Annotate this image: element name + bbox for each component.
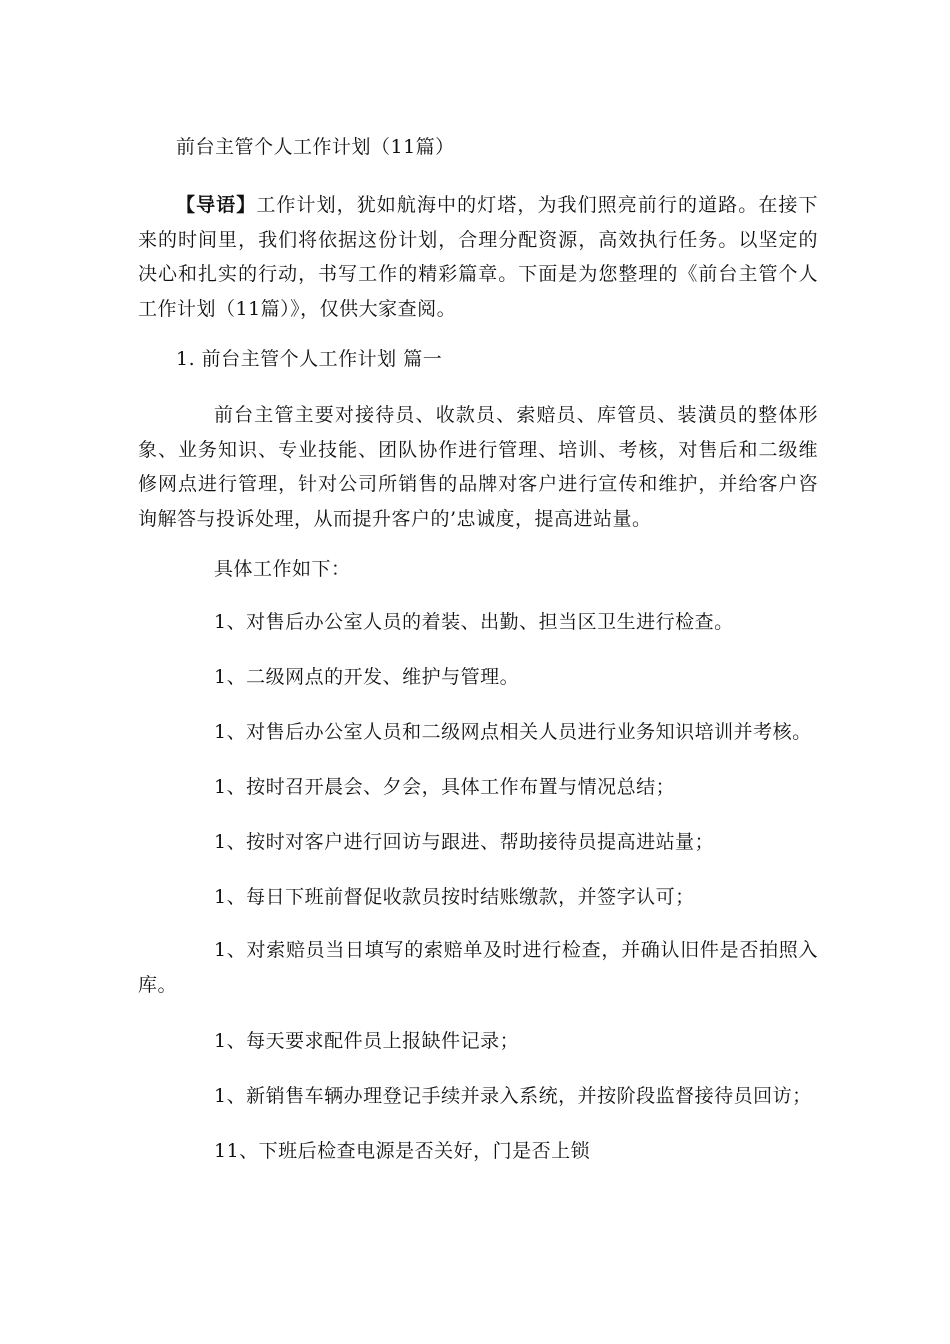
- list-item: 1、对售后办公室人员和二级网点相关人员进行业务知识培训并考核。: [214, 721, 812, 743]
- intro-text: 工作计划，犹如航海中的灯塔，为我们照亮前行的道路。在接下来的时间里，我们将依据这份计划，合理分配资源，高效执行任务。以坚定的决心和扎实的行动，书写工作的精彩篇章。下面是为您整理的《前台主管个人工作计划（11篇）》，仅供大家查阅。: [138, 194, 818, 320]
- section-heading: 1. 前台主管个人工作计划 篇一: [176, 348, 443, 370]
- section-paragraph: 前台主管主要对接待员、收款员、索赔员、库管员、装潢员的整体形象、业务知识、专业技能、团队协作进行管理、培训、考核，对售后和二级维修网点进行管理，针对公司所销售的品牌对客户进行宣传和维护，并给客户咨询解答与投诉处理，从而提升客户的’忠诚度，提高进站量。: [138, 404, 818, 530]
- document-title: 前台主管个人工作计划（11篇）: [176, 136, 455, 158]
- list-item: 1、对售后办公室人员的着装、出勤、担当区卫生进行检查。: [214, 611, 734, 633]
- list-item: 1、按时召开晨会、夕会，具体工作布置与情况总结；: [214, 776, 676, 798]
- list-item: 1、新销售车辆办理登记手续并录入系统，并按阶段监督接待员回访；: [214, 1085, 812, 1107]
- list-item: 1、按时对客户进行回访与跟进、帮助接待员提高进站量；: [214, 831, 715, 853]
- list-item: 1、二级网点的开发、维护与管理。: [214, 666, 520, 688]
- list-item: 1、每日下班前督促收款员按时结账缴款，并签字认可；: [214, 886, 695, 908]
- list-item: 1、对索赔员当日填写的索赔单及时进行检查，并确认旧件是否拍照入库。: [138, 939, 818, 996]
- intro-paragraph: [138, 188, 818, 326]
- section-subheading: 具体工作如下：: [214, 558, 351, 580]
- list-item: 1、每天要求配件员上报缺件记录；: [214, 1030, 520, 1052]
- intro-tag: 【导语】: [176, 194, 257, 216]
- list-item: 11、下班后检查电源是否关好，门是否上锁: [214, 1140, 591, 1162]
